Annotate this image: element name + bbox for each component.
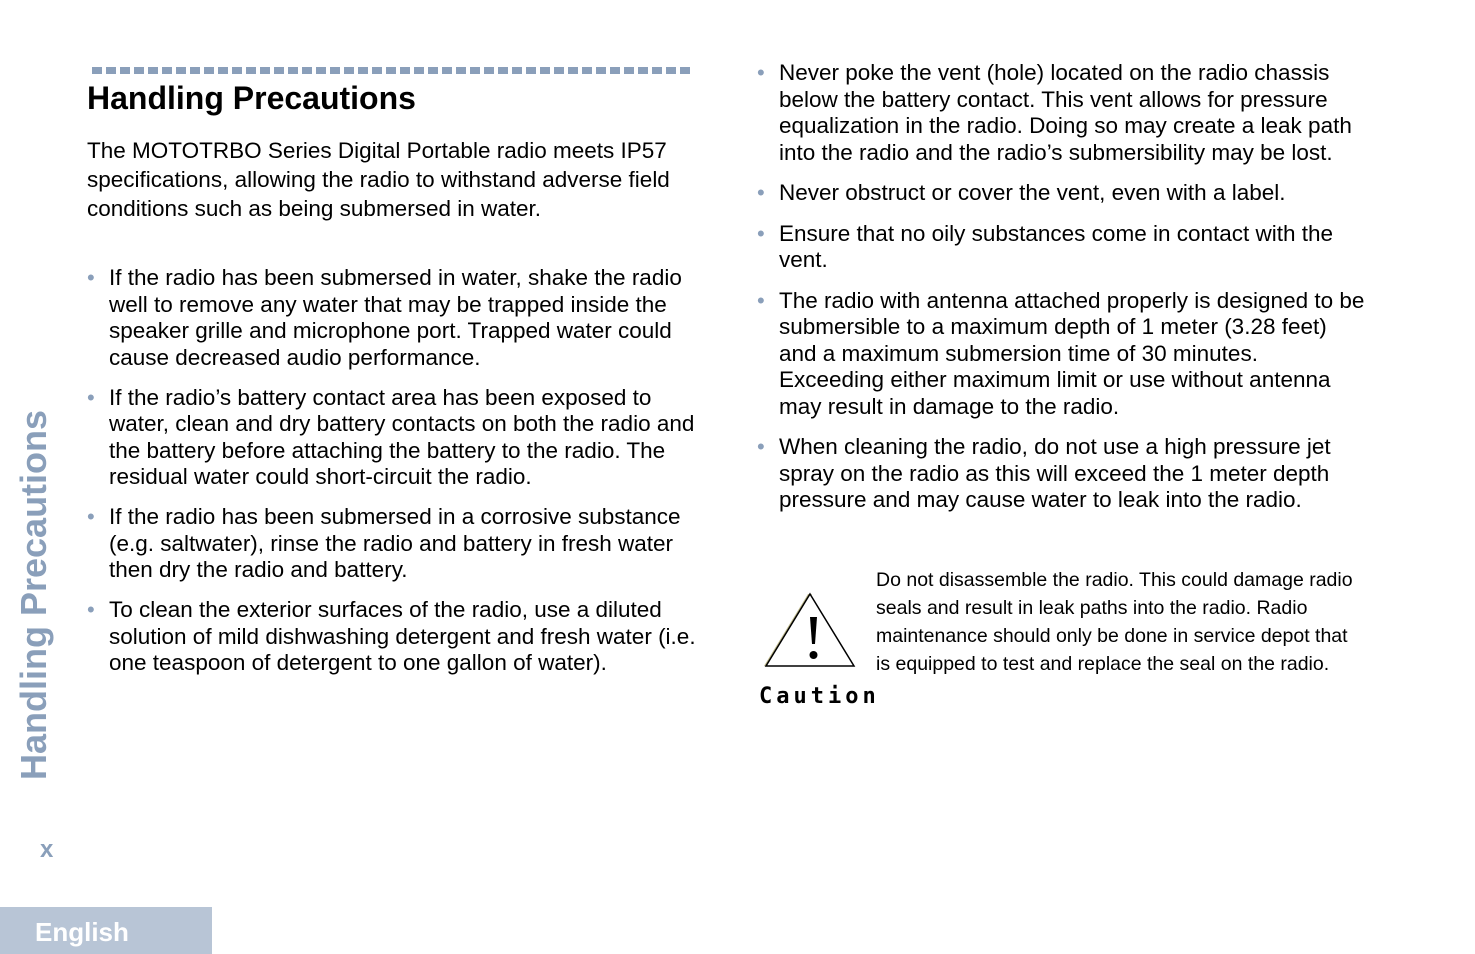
- list-item-text: Ensure that no oily substances come in contact with the vent.: [779, 220, 1334, 272]
- list-item: [757, 221, 1367, 274]
- intro-paragraph: The MOTOTRBO Series Digital Portable radio meets IP57 specifications, allowing the radio to withstand adverse field conditions such as being submersed in water.: [87, 138, 670, 221]
- list-item: [757, 288, 1367, 421]
- list-item-text: To clean the exterior surfaces of the radio, use a diluted solution of mild dishwashing detergent and fresh water (i.e. one teaspoon of detergent to one gallon of water).: [109, 597, 696, 675]
- page-title: Handling Precautions: [87, 80, 416, 116]
- list-item-text: If the radio has been submersed in water, shake the radio well to remove any water that may be trapped inside the speaker grille and microphone port. Trapped water could cause decreased audio performance.: [109, 265, 682, 370]
- bullet-icon: •: [757, 180, 765, 205]
- page-number: x: [40, 836, 54, 863]
- list-item-text: The radio with antenna attached properly is designed to be submersible to a maximum depth of 1 meter (3.28 feet) and a maximum submersion time of 30 minutes. Exceeding either maximum limit or use without antenna may result in damage to the radio.: [779, 287, 1365, 419]
- list-item: [757, 434, 1367, 514]
- right-bullet-list: [757, 60, 1367, 528]
- list-item: [87, 504, 697, 584]
- list-item-text: Never obstruct or cover the vent, even with a label.: [779, 180, 1286, 205]
- list-item: [87, 385, 697, 491]
- bullet-icon: •: [87, 504, 95, 529]
- list-item: [87, 597, 697, 677]
- list-item: [757, 180, 1367, 207]
- list-item-text: Never poke the vent (hole) located on the radio chassis below the battery contact. This vent allows for pressure equalization in the radio. Doing so may create a leak path into the radio and the radio’s submersibility may be lost.: [779, 60, 1352, 165]
- bullet-icon: •: [87, 265, 95, 290]
- list-item: [757, 60, 1367, 166]
- language-label: English: [35, 917, 129, 947]
- bullet-icon: •: [87, 597, 95, 622]
- list-item-text: When cleaning the radio, do not use a high pressure jet spray on the radio as this will exceed the 1 meter depth pressure and may cause water to leak into the radio.: [779, 434, 1331, 512]
- bullet-icon: •: [757, 434, 765, 459]
- list-item-text: If the radio’s battery contact area has been exposed to water, clean and dry battery contacts on both the radio and the battery before attaching the battery to the radio. The residual water could short-circuit the radio.: [109, 384, 695, 489]
- caution-label: Caution: [759, 684, 880, 709]
- caution-text: Do not disassemble the radio. This could damage radio seals and result in leak paths into the radio. Radio maintenance should only be done in service depot that is equipped to test and replace the seal on the radio.: [876, 569, 1353, 675]
- bullet-icon: •: [757, 60, 765, 85]
- bullet-icon: •: [757, 287, 765, 313]
- warning-triangle-icon: [760, 590, 860, 670]
- language-tab: [0, 907, 212, 954]
- bullet-icon: •: [87, 384, 95, 410]
- heading-dashed-rule: [92, 67, 692, 74]
- side-tab-title: Handling Precautions: [13, 409, 54, 780]
- list-item-text: If the radio has been submersed in a corrosive substance (e.g. saltwater), rinse the radio and battery in fresh water then dry the radio and battery.: [109, 504, 681, 582]
- left-bullet-list: [87, 265, 697, 690]
- bullet-icon: •: [757, 220, 765, 246]
- list-item: [87, 265, 697, 371]
